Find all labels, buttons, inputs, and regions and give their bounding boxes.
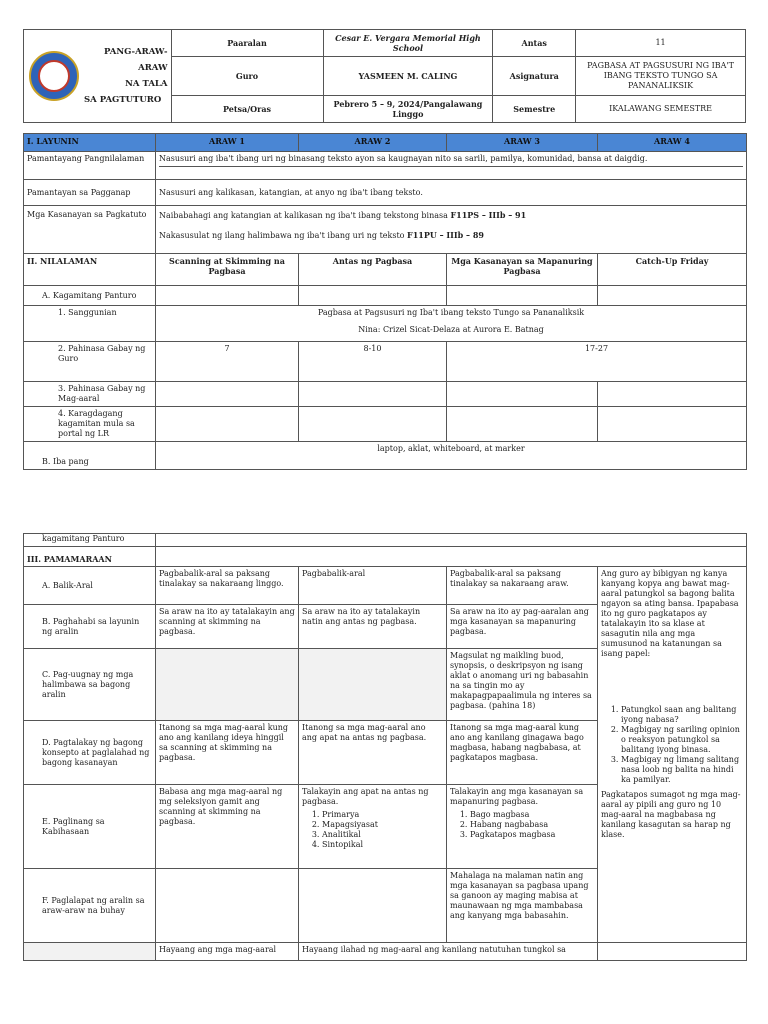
pamantayang-value: Nasusuri ang iba't ibang uri ng binasang teksto ayon sa kaugnayan nito sa sarili, pamilya, komunidad, bansa at daigdig. xyxy=(159,154,743,167)
pages-day-3-4: 17-27 xyxy=(447,342,747,382)
plan-table-2 xyxy=(23,533,747,961)
kasanayan-label: Mga Kasanayan sa Pagkatuto xyxy=(24,206,156,254)
balik-aral-label: A. Balik-Aral xyxy=(24,567,156,605)
paghahabi-day-1: Sa araw na ito ay tatalakayin ang scanning at skimming na pagbasa. xyxy=(156,605,299,649)
sanggunian-label: 1. Sanggunian xyxy=(24,306,156,342)
pagganap-value: Nasusuri ang kalikasan, katangian, at anyo ng iba't ibang teksto. xyxy=(156,180,747,206)
balik-aral-day-3: Pagbabalik-aral sa paksang tinalakay sa nakaraang araw. xyxy=(447,567,598,605)
plan-table-1 xyxy=(23,133,747,470)
paglalapat-label: F. Paglalapat ng aralin sa araw-araw na buhay xyxy=(24,869,156,943)
header-brand xyxy=(24,30,172,123)
day-4-questions xyxy=(601,705,743,785)
kasanayan-1-code: F11PS – IIIb – 91 xyxy=(450,210,527,220)
date-label: Petsa/Oras xyxy=(171,96,323,123)
kasanayan-1: Naibabahagi ang katangian at kalikasan ng iba't ibang tekstong binasa xyxy=(159,211,448,220)
semester-value: IKALAWANG SEMESTRE xyxy=(576,96,746,123)
day-1-header: ARAW 1 xyxy=(156,134,299,152)
section-layunin: I. LAYUNIN xyxy=(24,134,156,152)
paglinang-day-2: Talakayin ang apat na antas ng pagbasa. xyxy=(302,787,429,806)
header-title-3: SA PAGTUTURO xyxy=(84,95,162,106)
kasanayan-2: Nakasusulat ng ilang halimbawa ng iba't ibang uri ng teksto xyxy=(159,231,405,240)
date-value: Pebrero 5 – 9, 2024/Pangalawang Linggo xyxy=(323,96,493,123)
paglinang-day-1: Babasa ang mga mag-aaral ng mg seleksiyon gamit ang scanning at skimming na pagbasa. xyxy=(156,785,299,869)
paglinang-day-3: Talakayin ang mga kasanayan sa mapanuring pagbasa. xyxy=(450,787,584,806)
header-title-2: NA TALA xyxy=(125,79,168,89)
teacher-value: YASMEEN M. CALING xyxy=(323,57,493,96)
school-value: Cesar E. Vergara Memorial High School xyxy=(323,30,493,57)
day-4-activity xyxy=(598,567,747,869)
antas-item: 1. Primarya xyxy=(322,810,443,820)
paghahabi-label: B. Paghahabi sa layunin ng aralin xyxy=(24,605,156,649)
kagamitan-cont-label: kagamitang Panturo xyxy=(24,534,156,547)
semester-label: Semestre xyxy=(493,96,576,123)
grade-value: 11 xyxy=(576,30,746,57)
pagtalakay-day-3: Itanong sa mga mag-aaral kung ano ang kanilang ginagawa bago magbasa, habang nagbabasa, at pagkatapos magbasa. xyxy=(447,721,598,785)
topic-2: Antas ng Pagbasa xyxy=(299,254,447,286)
pagtalakay-day-1: Itanong sa mga mag-aaral kung ano ang kanilang ideya hinggil sa scanning at skimming na pagbasa. xyxy=(156,721,299,785)
kagamitan-label: A. Kagamitang Panturo xyxy=(24,286,156,306)
topic-1: Scanning at Skimming na Pagbasa xyxy=(156,254,299,286)
subject-label: Asignatura xyxy=(493,57,576,96)
school-label: Paaralan xyxy=(171,30,323,57)
day-4-question: 3. Magbigay ng limang salitang nasa loob ng balita na hindi ka pamilyar. xyxy=(621,755,743,785)
grade-label: Antas xyxy=(493,30,576,57)
deped-seal-icon xyxy=(29,51,79,101)
pag-uugnay-day-3: Magsulat ng maikling buod, synopsis, o deskripsyon ng isang aklat o anomang uri ng babasahin na sa tingin mo ay makapagpapaalimula ng interes sa pagbasa. (pahina 18) xyxy=(447,649,598,721)
balik-aral-day-2: Pagbabalik-aral xyxy=(299,567,447,605)
karagdagang-label: 4. Karagdagang kagamitan mula sa portal ng LR xyxy=(24,407,156,442)
pages-day-1: 7 xyxy=(156,342,299,382)
pamantayang-label: Pamantayang Pangnilalaman xyxy=(24,152,156,180)
kasanayan-item: 3. Pagkatapos magbasa xyxy=(470,830,594,840)
day-3-header: ARAW 3 xyxy=(447,134,598,152)
header-table xyxy=(23,29,746,123)
sanggunian-value-2: Nina: Crizel Sicat-Delaza at Aurora E. Batnag xyxy=(358,325,544,334)
day-4-outro: Pagkatapos sumagot ng mga mag-aaral ay pipili ang guro ng 10 mag-aaral na magbabasa ng kanilang kasagutan sa harap ng klase. xyxy=(601,790,741,839)
header-title-1: PANG-ARAW-ARAW xyxy=(103,46,168,73)
antas-item: 2. Mapagsiyasat xyxy=(322,820,443,830)
pag-uugnay-label: C. Pag-uugnay ng mga halimbawa sa bagong aralin xyxy=(24,649,156,721)
teacher-label: Guro xyxy=(171,57,323,96)
paghahabi-day-3: Sa araw na ito ay pag-aaralan ang mga kasanayan sa mapanuring pagbasa. xyxy=(447,605,598,649)
paghahabi-day-2: Sa araw na ito ay tatalakayin natin ang antas ng pagbasa. xyxy=(299,605,447,649)
pages-day-2: 8-10 xyxy=(299,342,447,382)
sanggunian-value-1: Pagbasa at Pagsusuri ng Iba't ibang teksto Tungo sa Pananaliksik xyxy=(317,308,585,317)
paglalahat-day-1: Hayaang ang mga mag-aaral xyxy=(156,943,299,961)
antas-list xyxy=(302,810,443,850)
pagtalakay-label: D. Pagtalakay ng bagong konsepto at paglalahad ng bagong kasanayan xyxy=(24,721,156,785)
day-4-intro: Ang guro ay bibigyan ng kanya kanyang kopya ang bawat mag-aaral patungkol sa bagong balita ngayon sa ating bansa. Ipapabasa ito ng guro pagkatapos ay tatalakayin ito sa klase at sasagutin nila ang mga sumusunod na katanungan sa isang papel: xyxy=(601,569,739,658)
pagganap-label: Pamantayan sa Pagganap xyxy=(24,180,156,206)
day-2-header: ARAW 2 xyxy=(299,134,447,152)
topic-3: Mga Kasanayan sa Mapanuring Pagbasa xyxy=(447,254,598,286)
kasanayan-item: 1. Bago magbasa xyxy=(470,810,594,820)
balik-aral-day-1: Pagbabalik-aral sa paksang tinalakay sa nakaraang linggo. xyxy=(156,567,299,605)
paglinang-label: E. Paglinang sa Kabihasaan xyxy=(24,785,156,869)
pagtalakay-day-2: Itanong sa mga mag-aaral ano ang apat na antas ng pagbasa. xyxy=(299,721,447,785)
paglalapat-day-3: Mahalaga na malaman natin ang mga kasanayan sa pagbasa upang sa ganoon ay maging mabisa at maunawaan ng mga mambabasa ang kanyang mga babasahin. xyxy=(447,869,598,943)
section-pamamaraan: III. PAMAMARAAN xyxy=(24,547,156,567)
section-nilalaman: II. NILALAMAN xyxy=(24,254,156,286)
iba-pang-label: B. Iba pang xyxy=(24,442,156,470)
antas-item: 4. Sintopikal xyxy=(322,840,443,850)
paglalahat-day-2-3: Hayaang ilahad ng mag-aaral ang kanilang natutuhan tungkol sa xyxy=(299,943,598,961)
gabay-magaaral-label: 3. Pahinasa Gabay ng Mag-aaral xyxy=(24,382,156,407)
antas-item: 3. Analitikal xyxy=(322,830,443,840)
day-4-header: ARAW 4 xyxy=(598,134,747,152)
iba-pang-value: laptop, aklat, whiteboard, at marker xyxy=(156,442,747,470)
topic-4: Catch-Up Friday xyxy=(598,254,747,286)
day-4-question: 2. Magbigay ng sariling opinion o reaksyon patungkol sa balitang iyong binasa. xyxy=(621,725,743,755)
kasanayan-2-code: F11PU – IIIb – 89 xyxy=(407,230,484,240)
kasanayan-item: 2. Habang nagbabasa xyxy=(470,820,594,830)
day-4-question: 1. Patungkol saan ang balitang iyong nabasa? xyxy=(621,705,743,725)
subject-value: PAGBASA AT PAGSUSURI NG IBA'T IBANG TEKSTO TUNGO SA PANANALIKSIK xyxy=(576,57,746,96)
gabay-guro-label: 2. Pahinasa Gabay ng Guro xyxy=(24,342,156,382)
kasanayan-list xyxy=(450,810,594,840)
